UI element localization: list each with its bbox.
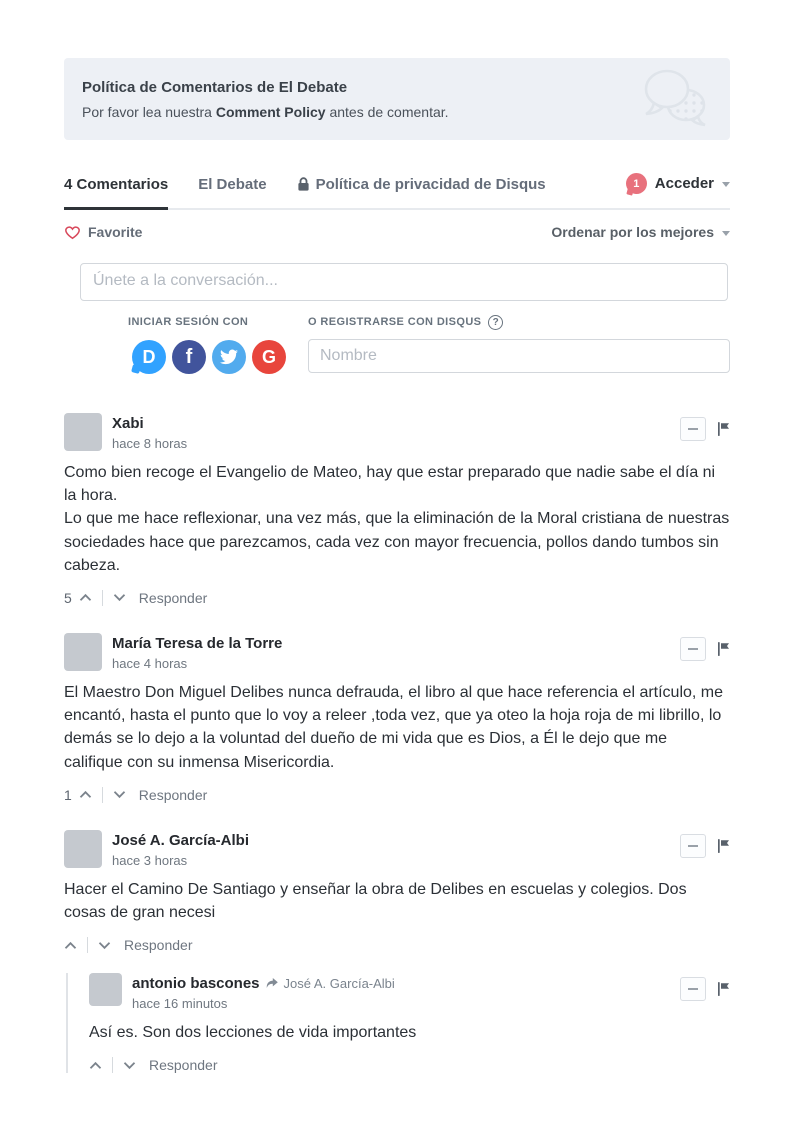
reply-arrow-icon <box>266 978 278 989</box>
comment-author[interactable]: José A. García-Albi <box>112 831 249 849</box>
vote-divider <box>102 590 103 606</box>
comments-list <box>64 413 730 1073</box>
collapse-button[interactable] <box>680 637 706 661</box>
flag-icon[interactable] <box>717 982 730 996</box>
facebook-login-icon[interactable]: f <box>172 340 206 374</box>
upvote-button[interactable] <box>79 593 92 602</box>
minus-icon <box>688 428 698 430</box>
reply-button[interactable]: Responder <box>138 786 208 803</box>
vote-divider <box>102 787 103 803</box>
upvote-button[interactable] <box>79 790 92 799</box>
question-circle-icon[interactable]: ? <box>488 315 503 330</box>
comment-policy-link[interactable]: Comment Policy <box>215 103 326 120</box>
banner-text <box>82 79 449 120</box>
banner-subtitle: Por favor lea nuestra Comment Policy antes de comentar. <box>82 103 449 120</box>
sort-label: Ordenar por los mejores <box>551 224 714 240</box>
comment-footer <box>64 590 730 606</box>
comment-author[interactable]: Xabi <box>112 415 144 432</box>
speech-bubbles-icon <box>642 67 710 132</box>
upvote-count: 5 <box>64 589 72 606</box>
comment-author[interactable]: María Teresa de la Torre <box>112 634 283 652</box>
minus-icon <box>688 845 698 847</box>
login-menu[interactable] <box>626 173 730 208</box>
upvote-button[interactable] <box>64 941 77 950</box>
comment-composer <box>0 263 794 374</box>
comment-xabi <box>64 413 730 606</box>
banner-title: Política de Comentarios de El Debate <box>82 78 348 96</box>
collapse-button[interactable] <box>680 834 706 858</box>
comment-body <box>89 1021 730 1044</box>
minus-icon <box>688 988 698 990</box>
comment-input[interactable] <box>80 263 728 301</box>
downvote-button[interactable] <box>113 790 126 799</box>
comment-body <box>64 681 730 774</box>
comment-policy-banner <box>64 58 730 140</box>
twitter-login-icon[interactable] <box>212 340 246 374</box>
downvote-button[interactable] <box>113 593 126 602</box>
tab-comment-count[interactable]: 4 Comentarios <box>64 176 168 210</box>
upvote-button[interactable] <box>89 1061 102 1070</box>
flag-icon[interactable] <box>717 642 730 656</box>
lock-icon <box>297 177 310 192</box>
disqus-login-icon[interactable]: D <box>132 340 166 374</box>
login-label: Acceder <box>654 175 714 192</box>
vote-divider <box>87 937 88 953</box>
favorite-button[interactable] <box>64 224 142 240</box>
comment-footer <box>89 1057 730 1073</box>
downvote-button[interactable] <box>98 941 111 950</box>
flag-icon[interactable] <box>717 839 730 853</box>
google-login-icon[interactable]: G <box>252 340 286 374</box>
login-providers-section <box>128 314 300 374</box>
downvote-button[interactable] <box>123 1061 136 1070</box>
comment-header <box>64 830 730 868</box>
avatar[interactable] <box>64 413 102 451</box>
upvote-count: 1 <box>64 786 72 803</box>
reply-thread <box>66 973 730 1073</box>
comment-header <box>89 973 730 1011</box>
favorite-label: Favorite <box>88 224 143 240</box>
tab-community[interactable]: El Debate <box>198 176 267 193</box>
vote-divider <box>112 1057 113 1073</box>
reply-parent-author[interactable]: José A. García-Albi <box>283 976 395 992</box>
comment-antonio-bascones <box>89 973 730 1073</box>
avatar[interactable] <box>89 973 122 1006</box>
avatar[interactable] <box>64 633 102 671</box>
comment-header <box>64 633 730 671</box>
notification-badge-icon[interactable]: 1 <box>626 173 647 194</box>
comment-maria-teresa <box>64 633 730 803</box>
chevron-down-icon <box>722 231 730 236</box>
or-register-label: O REGISTRARSE CON DISQUS <box>308 316 482 328</box>
comment-text: Hacer el Camino De Santiago y enseñar la obra de Delibes en escuelas y colegios. Dos cosas de gran necesi <box>64 880 687 921</box>
comment-footer <box>64 937 730 953</box>
comment-timestamp[interactable]: hace 3 horas <box>112 852 188 868</box>
collapse-button[interactable] <box>680 417 706 441</box>
collapse-button[interactable] <box>680 977 706 1001</box>
name-input[interactable] <box>308 339 730 373</box>
chevron-down-icon <box>722 182 730 187</box>
tab-disqus-privacy[interactable]: Política de privacidad de Disqus <box>297 176 546 210</box>
reply-button[interactable]: Responder <box>124 937 193 954</box>
comment-header <box>64 413 730 451</box>
flag-icon[interactable] <box>717 422 730 436</box>
comment-text: Como bien recoge el Evangelio de Mateo, hay que estar preparado que nadie sabe el día ni la hora. <box>64 464 716 505</box>
comment-author[interactable]: antonio bascones <box>132 975 260 993</box>
comment-footer <box>64 787 730 803</box>
avatar[interactable] <box>64 830 102 868</box>
login-with-label: INICIAR SESIÓN CON <box>128 316 249 328</box>
comment-timestamp[interactable]: hace 16 minutos <box>132 996 228 1012</box>
auth-row <box>128 314 730 374</box>
minus-icon <box>688 648 698 650</box>
comment-jose-garcia-albi <box>64 830 730 1074</box>
comment-body <box>64 461 730 577</box>
comment-body <box>64 878 730 924</box>
register-section <box>300 314 730 374</box>
sort-menu[interactable] <box>551 224 730 240</box>
heart-icon <box>64 225 81 240</box>
comments-nav <box>64 173 730 210</box>
comment-text: Así es. Son dos lecciones de vida importantes <box>89 1024 417 1042</box>
reply-button[interactable]: Responder <box>149 1057 218 1074</box>
comment-text: El Maestro Don Miguel Delibes nunca defrauda, el libro al que hace referencia el artículo, me encantó, hasta el punto que lo voy a releer ,toda vez, que ya oteo la hoja roja de mi librillo, lo demás se lo dejo a la voluntad del dueño de mi vida que es Dios, a Él le dejo que me califique con su inmensa Misericordia. <box>64 683 724 771</box>
comment-timestamp[interactable]: hace 8 horas <box>112 436 188 451</box>
comment-timestamp[interactable]: hace 4 horas <box>112 655 188 671</box>
social-login-row <box>128 340 300 374</box>
comment-text: Lo que me hace reflexionar, una vez más, que la eliminación de la Moral cristiana de nuestras sociedades hace que parezcamos, cada vez con mayor frecuencia, pollos dando tumbos sin cabeza. <box>64 510 730 574</box>
comments-toolbar <box>64 224 730 240</box>
reply-button[interactable]: Responder <box>138 589 208 606</box>
